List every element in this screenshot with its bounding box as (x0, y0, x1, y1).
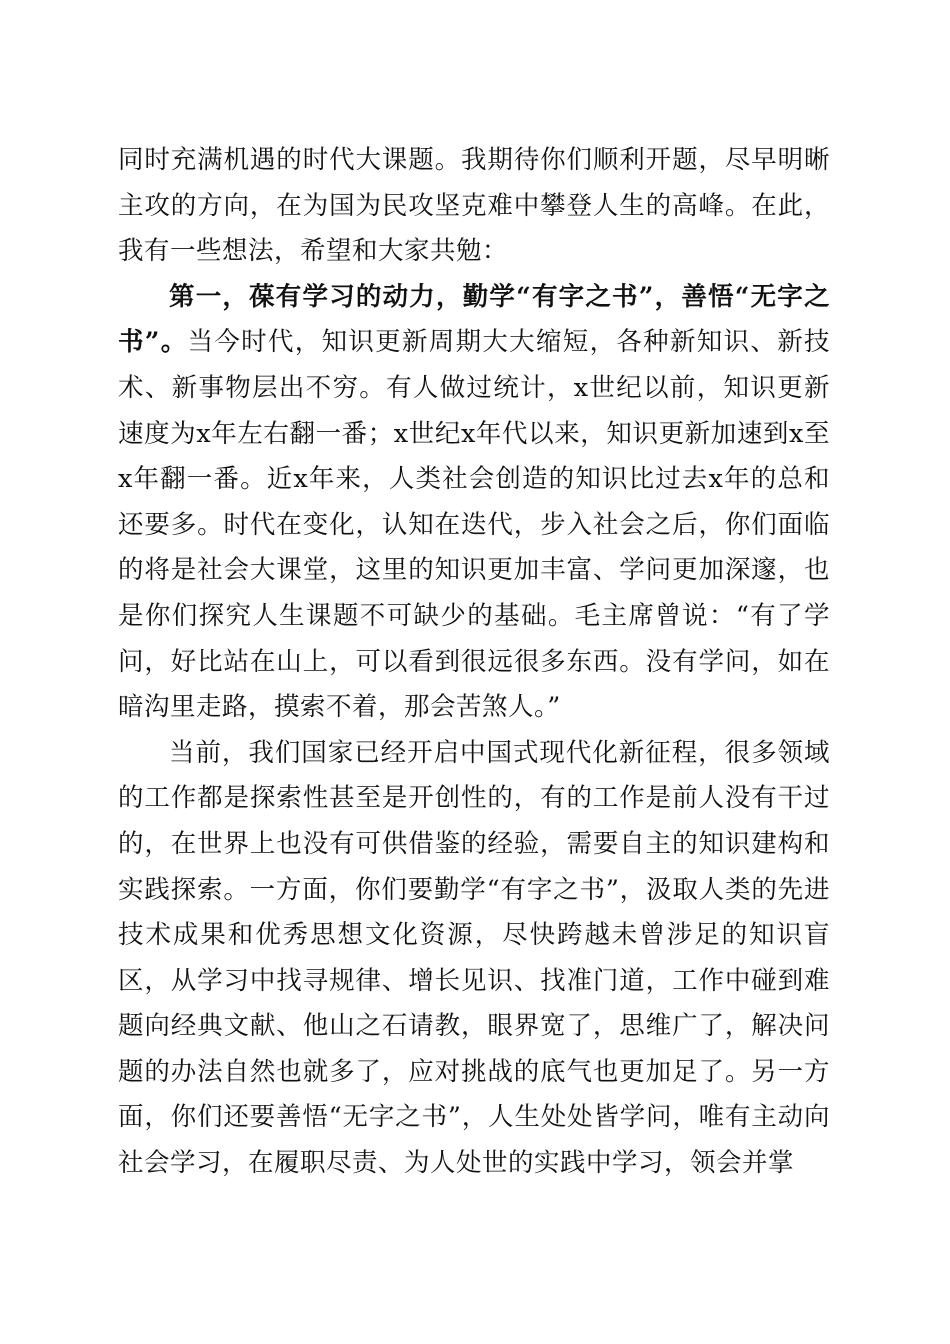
body-text (118, 138, 830, 1187)
paragraph-first-point (118, 275, 830, 731)
paragraph-first-point-heading: 第一，葆有学习的动力，勤学“有字之书”，善悟“无字之书”。 (118, 281, 830, 358)
paragraph-current-era (118, 731, 830, 1187)
paragraph-intro-text: 同时充满机遇的时代大课题。我期待你们顺利开题，尽早明晰主攻的方向，在为国为民攻坚克难中攀登人生的高峰。在此，我有一些想法，希望和大家共勉： (118, 145, 830, 267)
paragraph-current-era-text: 当前，我们国家已经开启中国式现代化新征程，很多领域的工作都是探索性甚至是开创性的，有的工作是前人没有干过的，在世界上也没有可供借鉴的经验，需要自主的知识建构和实践探索。一方面，你们要勤学“有字之书”，汲取人类的先进技术成果和优秀思想文化资源，尽快跨越未曾涉足的知识盲区，从学习中找寻规律、增长见识、找准门道，工作中碰到难题向经典文献、他山之石请教，眼界宽了，思维广了，解决问题的办法自然也就多了，应对挑战的底气也更加足了。另一方面，你们还要善悟“无字之书”，人生处处皆学问，唯有主动向社会学习，在履职尽责、为人处世的实践中学习，领会并掌 (118, 737, 830, 1179)
paragraph-intro (118, 138, 830, 275)
paragraph-first-point-text: 当今时代，知识更新周期大大缩短，各种新知识、新技术、新事物层出不穷。有人做过统计，x世纪以前，知识更新速度为x年左右翻一番；x世纪x年代以来，知识更新加速到x至x年翻一番。近x年来，人类社会创造的知识比过去x年的总和还要多。时代在变化，认知在迭代，步入社会之后，你们面临的将是社会大课堂，这里的知识更加丰富、学问更加深邃，也是你们探究人生课题不可缺少的基础。毛主席曾说：“有了学问，好比站在山上，可以看到很远很多东西。没有学问，如在暗沟里走路，摸索不着，那会苦煞人。” (118, 327, 830, 723)
